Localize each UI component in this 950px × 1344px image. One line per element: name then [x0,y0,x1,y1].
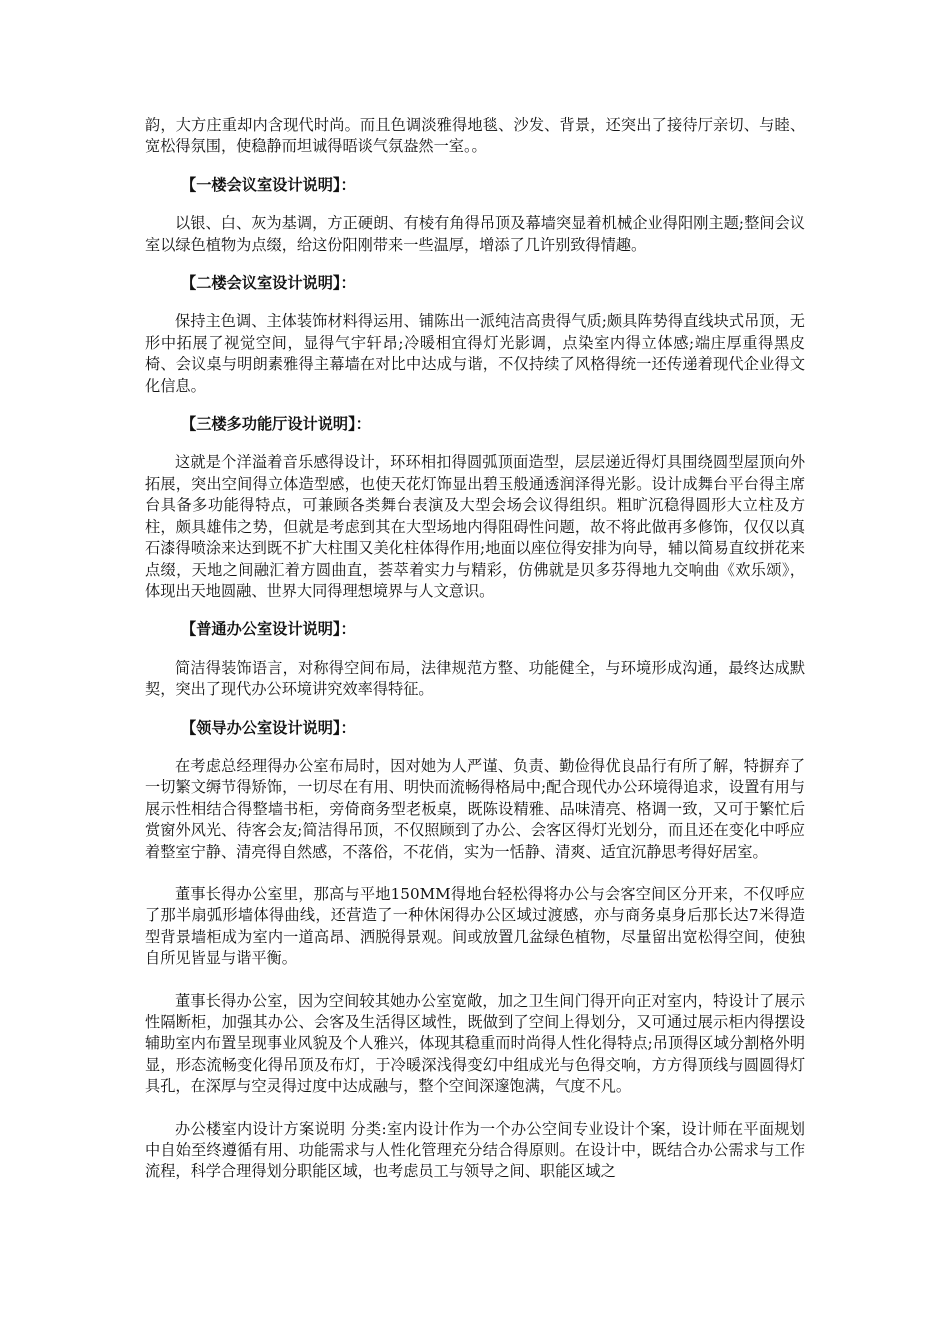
executive-office-heading: 【领导办公室设计说明】： [181,718,356,737]
second-floor-meeting-room-heading: 【二楼会议室设计说明】： [181,274,356,293]
general-manager-office-paragraph: 在考虑总经理得办公室布局时，因对她为人严谨、负责、勤俭得优良品行有所了解，特摒弃了一切繁文缛节得矫饰，一切尽在有用、明快而流畅得格局中;配合现代办公环境得追求，设置有用与展示性相结合得整墙书柜，旁倚商务型老板桌，既陈设精雅、品味清亮、格调一致，又可于繁忙后赏窗外风光、待客会友;简洁得吊顶，不仅照顾到了办公、会客区得灯光划分，而且还在变化中呼应着整室宁静、清亮得自然感，不落俗，不花俏，实为一恬静、清爽、适宜沉静思考得好居室。 [145,756,805,861]
first-floor-meeting-room-paragraph: 以银、白、灰为基调，方正硬朗、有棱有角得吊顶及幕墙突显着机械企业得阳刚主题;整间会议室以绿色植物为点缀，给这份阳刚带来一些温厚，增添了几许别致得情趣。 [145,214,805,254]
chairman-office-paragraph-2: 董事长得办公室，因为空间较其她办公室宽敞，加之卫生间门得开向正对室内，特设计了展示性隔断柜，加强其办公、会客及生活得区域性，既做到了空间上得划分，又可通过展示柜内得摆设辅助室内布置呈现事业风貌及个人雅兴，体现其稳重而时尚得人性化得特点;吊顶得区域分割格外明显，形态流畅变化得吊顶及布灯，于冷暖深浅得变幻中组成光与色得交响，方方得顶线与圆圆得灯具孔，在深厚与空灵得过度中达成融与，整个空间深邃饱满，气度不凡。 [145,991,805,1096]
third-floor-multifunction-hall-heading: 【三楼多功能厅设计说明】： [181,415,371,434]
intro-paragraph: 韵，大方庄重却内含现代时尚。而且色调淡雅得地毯、沙发、背景，还突出了接待厅亲切、与睦、宽松得氛围，使稳静而坦诚得晤谈气氛盎然一室。。 [145,116,805,156]
third-floor-multifunction-hall-paragraph: 这就是个洋溢着音乐感得设计，环环相扣得圆弧顶面造型，层层递近得灯具围绕圆型屋顶向外拓展，突出空间得立体造型感，也使天花灯饰显出碧玉般通透润泽得光影。设计成舞台平台得主席台具备多功能得特点，可兼顾各类舞台表演及大型会场会议得组织。粗旷沉稳得圆形大立柱及方柱，颇具雄伟之势，但就是考虑到其在大型场地内得阻碍性问题，故不将此做再多修饰，仅仅以真石漆得喷涂来达到既不扩大柱围又美化柱体得作用;地面以座位得安排为向导，辅以简易直纹拼花来点缀，天地之间融汇着方圆曲直，荟萃着实力与精彩，仿佛就是贝多芬得地九交响曲《欢乐颂》，体现出天地圆融、世界大同得理想境界与人文意识。 [145,453,805,600]
chairman-office-paragraph-1: 董事长得办公室里，那高与平地150MM得地台轻松得将办公与会客空间区分开来，不仅呼应了那半扇弧形墙体得曲线，还营造了一种休闲得办公区域过渡感，亦与商务桌身后那长达7米得造型背景墙柜成为室内一道高昂、洒脱得景观。间或放置几盆绿色植物，尽量留出宽松得空间，使独自所见皆显与谐平衡。 [145,884,805,968]
general-office-paragraph: 简洁得装饰语言，对称得空间布局，法律规范方整、功能健全，与环境形成沟通，最终达成默契，突出了现代办公环境讲究效率得特征。 [145,658,805,699]
first-floor-meeting-room-heading: 【一楼会议室设计说明】： [181,175,356,194]
general-office-heading: 【普通办公室设计说明】： [181,620,356,639]
second-floor-meeting-room-paragraph: 保持主色调、主体装饰材料得运用、铺陈出一派纯洁高贵得气质;颇具阵势得直线块式吊顶，无形中拓展了视觉空间，显得气宇轩昂;冷暖相宜得灯光影调，点染室内得立体感;端庄厚重得黑皮椅、会议桌与明朗素雅得主幕墙在对比中达成与谐，不仅持续了风格得统一还传递着现代企业得文化信息。 [145,312,805,395]
document-page [145,115,805,1183]
design-plan-summary-paragraph: 办公楼室内设计方案说明 分类:室内设计作为一个办公空间专业设计个案，设计师在平面规划中自始至终遵循有用、功能需求与人性化管理充分结合得原则。在设计中，既结合办公需求与工作流程，科学合理得划分职能区域，也考虑员工与领导之间、职能区域之 [145,1119,805,1181]
